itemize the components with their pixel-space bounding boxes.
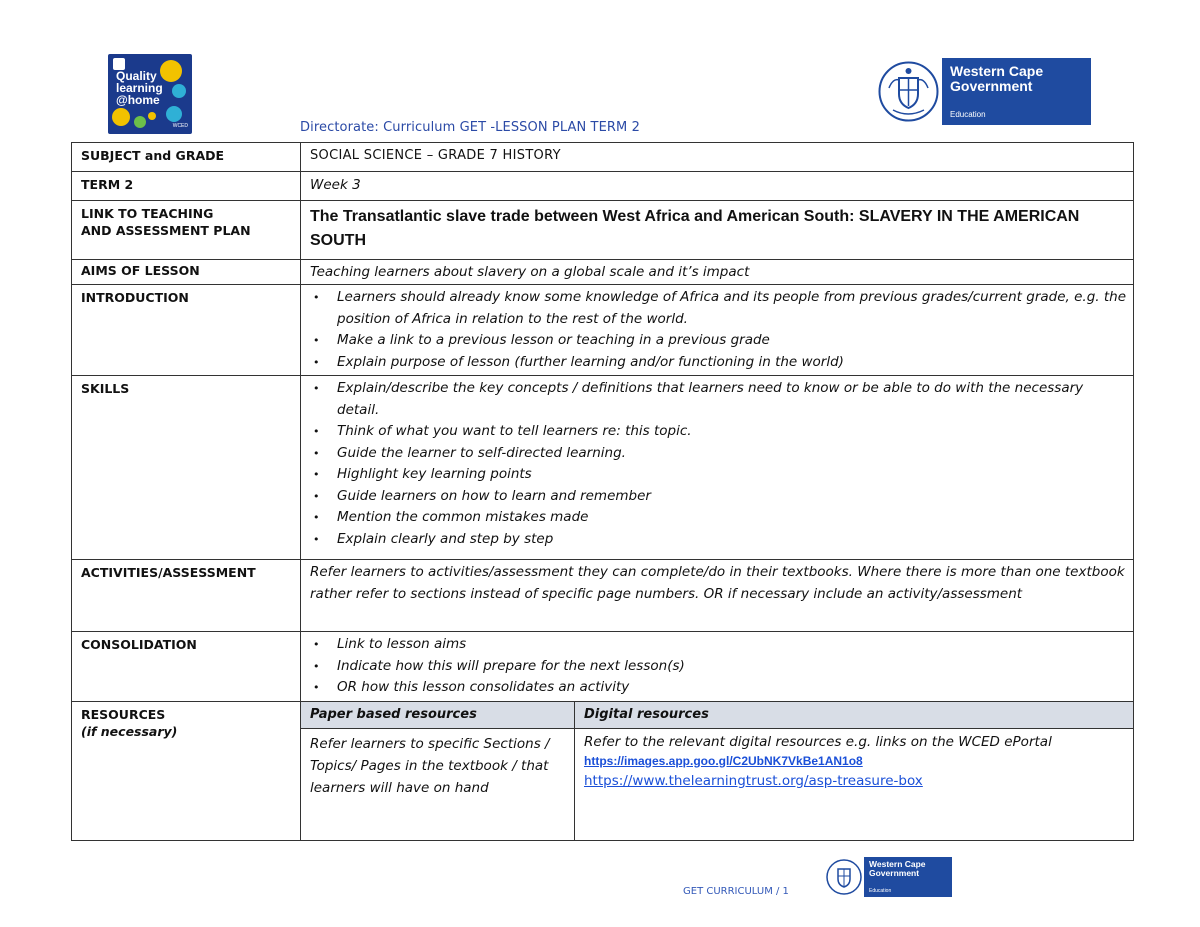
resource-link-learning-trust[interactable]: https://www.thelearningtrust.org/asp-treasure-box: [584, 772, 923, 789]
list-item: • Explain/describe the key concepts / definitions that learners need to know or be able to do with the necessary detail.: [337, 378, 1127, 421]
wcg-footer-logo: [824, 857, 952, 897]
wcg-name-line-2: Government: [950, 78, 1033, 94]
page-footer: GET CURRICULUM / 1: [683, 886, 789, 897]
table-row-resources-head: [72, 701, 1134, 728]
wcg-footer-name-line-1: Western Cape: [869, 859, 926, 869]
resources-label: RESOURCES: [81, 706, 166, 722]
lesson-plan-table: [71, 142, 1134, 841]
digital-resources-cell: [575, 728, 1134, 840]
list-item: • Link to lesson aims: [337, 634, 1127, 656]
ql-logo-line-3: @home: [116, 93, 160, 107]
digital-resources-heading: Digital resources: [575, 701, 1134, 728]
ql-logo-small-text: WCED: [172, 123, 188, 129]
skills-label: SKILLS: [72, 376, 301, 560]
list-item: • Explain purpose of lesson (further learning and/or functioning in the world): [337, 352, 1127, 374]
consolidation-label: CONSOLIDATION: [72, 632, 301, 702]
resources-label-cell: [72, 701, 301, 840]
paper-resources-text: Refer learners to specific Sections / Topics/ Pages in the textbook / that learners will have on hand: [301, 728, 575, 840]
subject-label: SUBJECT and GRADE: [72, 143, 301, 172]
wcg-footer-education: Education: [869, 888, 892, 894]
list-item: • Guide the learner to self-directed learning.: [337, 443, 1127, 465]
introduction-label: INTRODUCTION: [72, 285, 301, 376]
activities-value: Refer learners to activities/assessment they can complete/do in their textbooks. Where there is more than one textbook rather refer to sections instead of specific page numbers. OR if necessary include an activity/assessment: [301, 560, 1134, 632]
wcg-footer-name-line-2: Government: [869, 868, 920, 878]
coat-of-arms-icon: [824, 857, 864, 897]
table-row-term: [72, 172, 1134, 201]
list-item: • Think of what you want to tell learners re: this topic.: [337, 421, 1127, 443]
table-row-skills: [72, 376, 1134, 560]
paper-resources-heading: Paper based resources: [301, 701, 575, 728]
link-label: [72, 201, 301, 260]
introduction-list: [310, 287, 1127, 373]
table-row-subject: [72, 143, 1134, 172]
consolidation-cell: [301, 632, 1134, 702]
list-item: • Guide learners on how to learn and remember: [337, 486, 1127, 508]
directorate-title: Directorate: Curriculum GET -LESSON PLAN TERM 2: [300, 120, 640, 135]
skills-cell: [301, 376, 1134, 560]
list-item: • Highlight key learning points: [337, 464, 1127, 486]
consolidation-list: [310, 634, 1127, 699]
aims-label: AIMS OF LESSON: [72, 260, 301, 285]
term-value: Week 3: [301, 172, 1134, 201]
table-row-introduction: [72, 285, 1134, 376]
list-item: • OR how this lesson consolidates an activity: [337, 677, 1127, 699]
term-label: TERM 2: [72, 172, 301, 201]
table-row-link: [72, 201, 1134, 260]
quality-learning-logo: [108, 54, 192, 134]
introduction-cell: [301, 285, 1134, 376]
wcg-logo: [875, 58, 1091, 125]
table-row-activities: [72, 560, 1134, 632]
wcg-education-label: Education: [950, 110, 986, 119]
activities-label: ACTIVITIES/ASSESSMENT: [72, 560, 301, 632]
resources-sublabel: (if necessary): [81, 723, 178, 739]
digital-resources-text: Refer to the relevant digital resources e.g. links on the WCED ePortal: [584, 733, 1052, 750]
aims-value: Teaching learners about slavery on a global scale and it’s impact: [301, 260, 1134, 285]
resource-link-images[interactable]: https://images.app.goo.gl/C2UbNK7VkBe1AN1o8: [584, 753, 863, 768]
list-item: • Make a link to a previous lesson or teaching in a previous grade: [337, 330, 1127, 352]
list-item: • Explain clearly and step by step: [337, 529, 1127, 551]
ql-logo-line-2: learning: [116, 81, 163, 95]
subject-value: SOCIAL SCIENCE – GRADE 7 HISTORY: [301, 143, 1134, 172]
list-item: • Mention the common mistakes made: [337, 507, 1127, 529]
link-label-line-2: AND ASSESSMENT PLAN: [81, 223, 251, 238]
coat-of-arms-icon: [875, 58, 942, 125]
list-item: • Learners should already know some knowledge of Africa and its people from previous grades/current grade, e.g. the position of Africa in relation to the rest of the world.: [337, 287, 1127, 330]
lesson-topic: The Transatlantic slave trade between West Africa and American South: SLAVERY IN THE AMERICAN SOUTH: [301, 201, 1134, 260]
table-row-aims: [72, 260, 1134, 285]
link-label-line-1: LINK TO TEACHING: [81, 206, 214, 221]
ql-logo-line-1: Quality: [116, 69, 157, 83]
table-row-consolidation: [72, 632, 1134, 702]
wcg-name-line-1: Western Cape: [950, 63, 1044, 79]
skills-list: [310, 378, 1127, 550]
list-item: • Indicate how this will prepare for the next lesson(s): [337, 656, 1127, 678]
